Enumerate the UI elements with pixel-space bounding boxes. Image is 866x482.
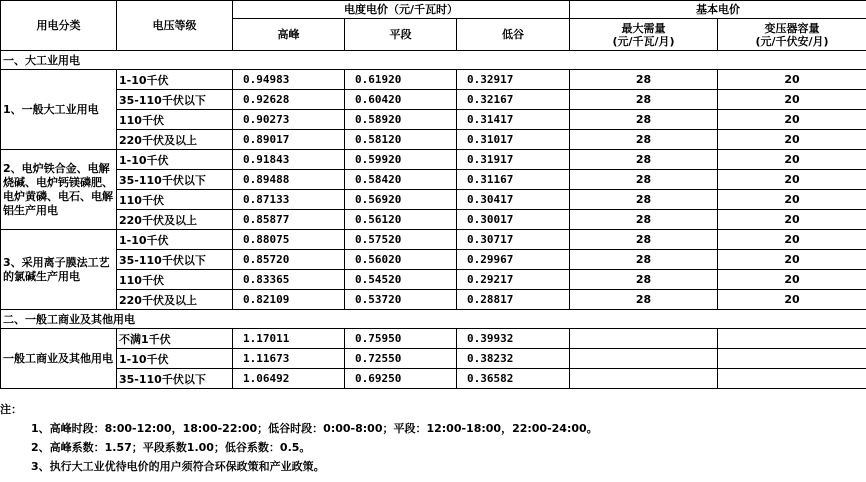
header-max-demand-unit: (元/千瓦/月) xyxy=(612,34,675,48)
max-demand-cell xyxy=(570,349,718,369)
peak-price-cell: 0.85877 xyxy=(233,210,345,230)
valley-price-cell: 0.29967 xyxy=(457,250,570,270)
valley-price-cell: 0.38232 xyxy=(457,349,570,369)
header-energy-price: 电度电价（元/千瓦时） xyxy=(233,1,570,19)
table-header xyxy=(1,1,866,51)
transformer-capacity-cell: 20 xyxy=(718,150,866,170)
max-demand-cell xyxy=(570,329,718,349)
peak-price-cell: 0.90273 xyxy=(233,110,345,130)
header-flat: 平段 xyxy=(345,19,457,51)
header-valley: 低谷 xyxy=(457,19,570,51)
transformer-capacity-cell xyxy=(718,349,866,369)
valley-price-cell: 0.28817 xyxy=(457,290,570,310)
max-demand-cell: 28 xyxy=(570,290,718,310)
voltage-level-cell: 110千伏 xyxy=(117,270,233,290)
header-max-demand-title: 最大需量 xyxy=(621,21,666,35)
valley-price-cell: 0.32917 xyxy=(457,70,570,90)
max-demand-cell: 28 xyxy=(570,230,718,250)
table-row xyxy=(1,150,866,170)
flat-price-cell: 0.72550 xyxy=(345,349,457,369)
section-title: 二、一般工商业及其他用电 xyxy=(1,310,866,329)
header-max-demand xyxy=(570,19,718,51)
voltage-level-cell: 35-110千伏以下 xyxy=(117,250,233,270)
valley-price-cell: 0.32167 xyxy=(457,90,570,110)
voltage-level-cell: 1-10千伏 xyxy=(117,230,233,250)
voltage-level-cell: 220千伏及以上 xyxy=(117,210,233,230)
note-item-2: 2、高峰系数：1.57；平段系数1.00；低谷系数：0.5。 xyxy=(31,441,311,454)
notes xyxy=(0,400,866,476)
peak-price-cell: 0.91843 xyxy=(233,150,345,170)
table-row xyxy=(1,110,866,130)
voltage-level-cell: 不满1千伏 xyxy=(117,329,233,349)
max-demand-cell xyxy=(570,369,718,389)
voltage-level-cell: 110千伏 xyxy=(117,110,233,130)
flat-price-cell: 0.59920 xyxy=(345,150,457,170)
table-row xyxy=(1,250,866,270)
max-demand-cell: 28 xyxy=(570,250,718,270)
header-transformer-unit: (元/千伏安/月) xyxy=(755,34,829,48)
flat-price-cell: 0.69250 xyxy=(345,369,457,389)
table-row xyxy=(1,290,866,310)
header-transformer xyxy=(718,19,866,51)
flat-price-cell: 0.58420 xyxy=(345,170,457,190)
voltage-level-cell: 35-110千伏以下 xyxy=(117,90,233,110)
peak-price-cell: 0.89488 xyxy=(233,170,345,190)
transformer-capacity-cell: 20 xyxy=(718,250,866,270)
max-demand-cell: 28 xyxy=(570,90,718,110)
flat-price-cell: 0.56920 xyxy=(345,190,457,210)
table-row xyxy=(1,190,866,210)
voltage-level-cell: 1-10千伏 xyxy=(117,349,233,369)
max-demand-cell: 28 xyxy=(570,70,718,90)
note-item-1: 1、高峰时段：8:00-12:00，18:00-22:00；低谷时段：0:00-8:00；平段：12:00-18:00，22:00-24:00。 xyxy=(31,422,598,435)
flat-price-cell: 0.57520 xyxy=(345,230,457,250)
valley-price-cell: 0.39932 xyxy=(457,329,570,349)
max-demand-cell: 28 xyxy=(570,210,718,230)
category-cell: 3、采用离子膜法工艺的氯碱生产用电 xyxy=(1,230,117,310)
transformer-capacity-cell: 20 xyxy=(718,90,866,110)
voltage-level-cell: 1-10千伏 xyxy=(117,150,233,170)
transformer-capacity-cell: 20 xyxy=(718,190,866,210)
peak-price-cell: 1.17011 xyxy=(233,329,345,349)
table-body xyxy=(1,51,866,389)
transformer-capacity-cell: 20 xyxy=(718,210,866,230)
valley-price-cell: 0.31167 xyxy=(457,170,570,190)
flat-price-cell: 0.54520 xyxy=(345,270,457,290)
max-demand-cell: 28 xyxy=(570,130,718,150)
table-row xyxy=(1,210,866,230)
valley-price-cell: 0.36582 xyxy=(457,369,570,389)
table-row xyxy=(1,349,866,369)
flat-price-cell: 0.53720 xyxy=(345,290,457,310)
section-row xyxy=(1,310,866,329)
table-row xyxy=(1,130,866,150)
table-row xyxy=(1,369,866,389)
max-demand-cell: 28 xyxy=(570,110,718,130)
voltage-level-cell: 220千伏及以上 xyxy=(117,130,233,150)
transformer-capacity-cell: 20 xyxy=(718,170,866,190)
transformer-capacity-cell: 20 xyxy=(718,290,866,310)
peak-price-cell: 0.85720 xyxy=(233,250,345,270)
table-row xyxy=(1,230,866,250)
voltage-level-cell: 1-10千伏 xyxy=(117,70,233,90)
table-row xyxy=(1,270,866,290)
transformer-capacity-cell: 20 xyxy=(718,110,866,130)
peak-price-cell: 0.94983 xyxy=(233,70,345,90)
peak-price-cell: 0.82109 xyxy=(233,290,345,310)
header-basic-price: 基本电价 xyxy=(570,1,866,19)
flat-price-cell: 0.60420 xyxy=(345,90,457,110)
transformer-capacity-cell xyxy=(718,369,866,389)
header-transformer-title: 变压器容量 xyxy=(764,21,820,35)
transformer-capacity-cell: 20 xyxy=(718,70,866,90)
valley-price-cell: 0.29217 xyxy=(457,270,570,290)
voltage-level-cell: 220千伏及以上 xyxy=(117,290,233,310)
peak-price-cell: 0.89017 xyxy=(233,130,345,150)
max-demand-cell: 28 xyxy=(570,150,718,170)
table-row xyxy=(1,170,866,190)
voltage-level-cell: 35-110千伏以下 xyxy=(117,369,233,389)
valley-price-cell: 0.31417 xyxy=(457,110,570,130)
flat-price-cell: 0.56120 xyxy=(345,210,457,230)
valley-price-cell: 0.30717 xyxy=(457,230,570,250)
max-demand-cell: 28 xyxy=(570,170,718,190)
flat-price-cell: 0.58120 xyxy=(345,130,457,150)
category-cell: 2、电炉铁合金、电解烧碱、电炉钙镁磷肥、电炉黄磷、电石、电解铝生产用电 xyxy=(1,150,117,230)
notes-label: 注： xyxy=(0,403,22,416)
flat-price-cell: 0.56020 xyxy=(345,250,457,270)
note-item-3: 3、执行大工业优待电价的用户须符合环保政策和产业政策。 xyxy=(31,460,325,473)
section-row xyxy=(1,51,866,70)
table-row xyxy=(1,70,866,90)
valley-price-cell: 0.30017 xyxy=(457,210,570,230)
header-voltage: 电压等级 xyxy=(117,1,233,51)
max-demand-cell: 28 xyxy=(570,190,718,210)
flat-price-cell: 0.58920 xyxy=(345,110,457,130)
peak-price-cell: 0.83365 xyxy=(233,270,345,290)
peak-price-cell: 1.06492 xyxy=(233,369,345,389)
transformer-capacity-cell: 20 xyxy=(718,230,866,250)
category-cell: 1、一般大工业用电 xyxy=(1,70,117,150)
flat-price-cell: 0.61920 xyxy=(345,70,457,90)
header-peak: 高峰 xyxy=(233,19,345,51)
header-category: 用电分类 xyxy=(1,1,117,51)
table-row xyxy=(1,90,866,110)
peak-price-cell: 1.11673 xyxy=(233,349,345,369)
max-demand-cell: 28 xyxy=(570,270,718,290)
valley-price-cell: 0.30417 xyxy=(457,190,570,210)
voltage-level-cell: 110千伏 xyxy=(117,190,233,210)
table-row xyxy=(1,329,866,349)
transformer-capacity-cell: 20 xyxy=(718,130,866,150)
section-title: 一、大工业用电 xyxy=(1,51,866,70)
voltage-level-cell: 35-110千伏以下 xyxy=(117,170,233,190)
valley-price-cell: 0.31017 xyxy=(457,130,570,150)
transformer-capacity-cell xyxy=(718,329,866,349)
peak-price-cell: 0.88075 xyxy=(233,230,345,250)
flat-price-cell: 0.75950 xyxy=(345,329,457,349)
valley-price-cell: 0.31917 xyxy=(457,150,570,170)
transformer-capacity-cell: 20 xyxy=(718,270,866,290)
peak-price-cell: 0.92628 xyxy=(233,90,345,110)
category-cell: 一般工商业及其他用电 xyxy=(1,329,117,389)
peak-price-cell: 0.87133 xyxy=(233,190,345,210)
